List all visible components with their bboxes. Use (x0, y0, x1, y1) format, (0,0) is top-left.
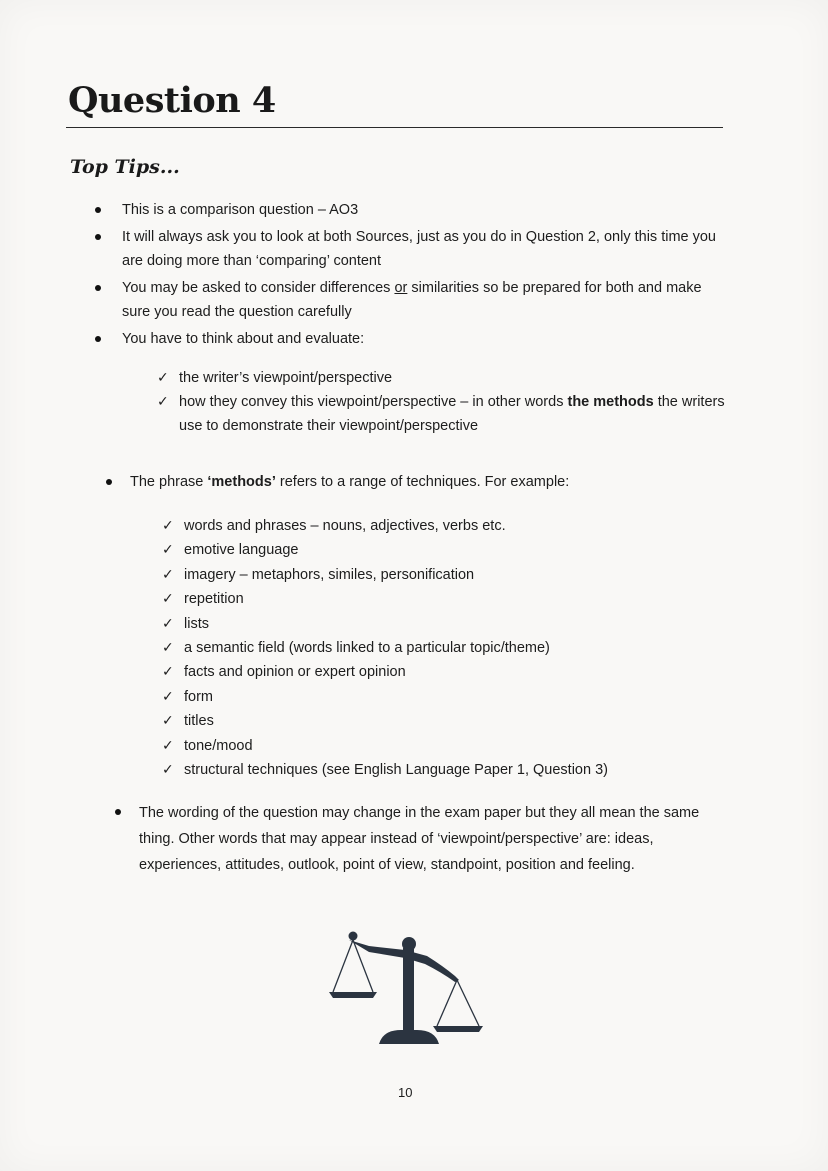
method-item-text: form (184, 688, 213, 705)
tip-item: You have to think about and evaluate: (122, 327, 732, 351)
evaluate-item-text: how they convey this viewpoint/perspective – in other words (179, 394, 568, 410)
method-item-text: repetition (184, 591, 244, 608)
title-divider (66, 127, 723, 128)
method-item-text: lists (184, 615, 209, 632)
methods-bullet (130, 470, 750, 494)
evaluate-list (157, 366, 739, 438)
methods-bullet-text: refers to a range of techniques. For example: (275, 474, 570, 490)
method-item (162, 636, 704, 660)
methods-term: ‘methods’ (207, 474, 276, 490)
tip-item: You may be asked to consider differences or similarities so be prepared for both and make sure you read the question carefully (122, 276, 732, 324)
method-item-text: titles (184, 713, 214, 730)
check-icon: ✓ (162, 713, 174, 730)
method-item (162, 587, 704, 611)
method-item (162, 709, 704, 733)
method-item (162, 563, 704, 587)
tip-item: This is a comparison question – AO3 (122, 198, 732, 222)
evaluate-item (157, 366, 739, 390)
check-icon: ✓ (162, 664, 174, 681)
method-item-text: structural techniques (see English Language Paper 1, Question 3) (184, 762, 608, 779)
method-item-text: imagery – metaphors, similes, personification (184, 566, 475, 583)
method-item (162, 734, 704, 758)
evaluate-item-text: the writer’s viewpoint/perspective (179, 370, 393, 386)
method-item-text: a semantic field (words linked to a particular topic/theme) (184, 640, 550, 657)
tips-list (122, 198, 732, 354)
evaluate-item-text: the writers use to demonstrate their viewpoint/perspective (179, 394, 725, 434)
check-icon: ✓ (162, 591, 174, 608)
page-number: 10 (398, 1085, 413, 1100)
page-title: Question 4 (68, 80, 276, 121)
method-item (162, 660, 704, 684)
check-icon: ✓ (162, 762, 174, 779)
or-emphasis: or (394, 280, 408, 296)
methods-bullet-text: The phrase (130, 474, 208, 490)
check-icon: ✓ (162, 518, 174, 534)
wording-bullet: The wording of the question may change in the exam paper but they all mean the same thing. Other words that may appear instead of ‘viewpoint/perspective’ are: ideas, experiences, attitudes, outlook, point of view, standpoint, position and feeling. (139, 800, 719, 878)
check-icon: ✓ (162, 688, 174, 705)
check-icon: ✓ (162, 542, 174, 559)
method-item-text: emotive language (184, 542, 299, 559)
method-item (162, 514, 704, 538)
check-icon: ✓ (157, 370, 169, 386)
check-icon: ✓ (162, 615, 174, 632)
check-icon: ✓ (162, 640, 174, 657)
method-item (162, 685, 704, 709)
check-icon: ✓ (162, 566, 174, 583)
methods-list (162, 514, 704, 782)
method-item (162, 612, 704, 636)
check-icon: ✓ (162, 737, 174, 754)
methods-emphasis: the methods (567, 394, 654, 410)
evaluate-item (157, 390, 739, 438)
balance-scale-icon (323, 926, 487, 1054)
section-subtitle: Top Tips... (70, 156, 180, 178)
method-item-text: facts and opinion or expert opinion (184, 664, 406, 681)
tip-item: It will always ask you to look at both Sources, just as you do in Question 2, only this time you are doing more than ‘comparing’ content (122, 225, 732, 273)
method-item-text: tone/mood (184, 737, 253, 754)
method-item-text: words and phrases – nouns, adjectives, verbs etc. (184, 518, 506, 534)
method-item (162, 538, 704, 562)
method-item (162, 758, 704, 782)
check-icon: ✓ (157, 394, 169, 410)
